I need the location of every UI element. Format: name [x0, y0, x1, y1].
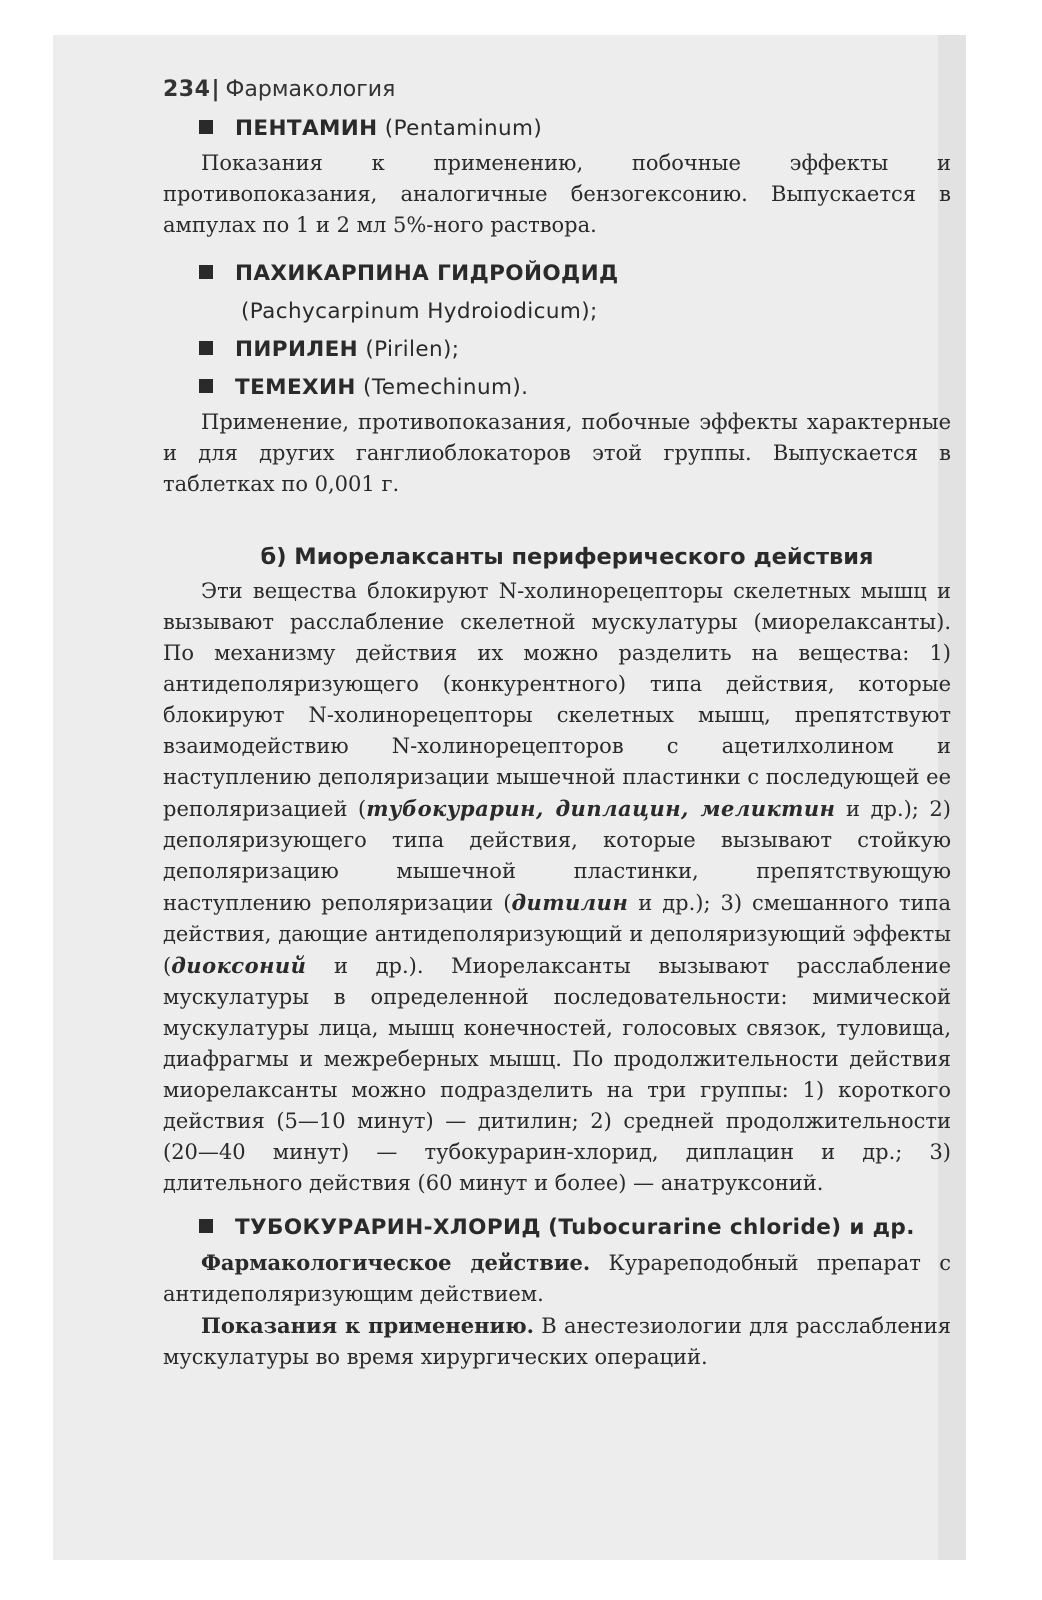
drug-name: ТЕМЕХИН — [235, 375, 356, 400]
square-bullet-icon — [199, 341, 213, 355]
section-text-1: Эти вещества блокируют N-холинорецепторы скелетных мышц и вызывают расслабление скелетной мускулатуры (миорелаксанты). По механизму действия их можно разделить на вещества: 1) антидеполяризующего (конкурентного) типа действия, которые блокируют N-холинорецепторы скелетных мышц, препятствуют взаимодействию N-холинорецепторов с ацетилхолином и наступлению деполяризации мышечной пластинки с последующей ее реполяризацией ( — [163, 579, 952, 821]
drug-examples-1: тубокурарин, диплацин, меликтин — [366, 796, 836, 821]
drug-heading-pachycarpine — [163, 255, 951, 331]
book-page — [163, 70, 951, 1373]
square-bullet-icon — [199, 120, 213, 134]
section-text-3: и др.); 3) смешанного типа действия, дающие антидеполяризующий и деполяризующий эффекты ( — [163, 891, 951, 978]
square-bullet-icon — [199, 265, 213, 279]
square-bullet-icon — [199, 1219, 213, 1233]
drug-heading-temechin — [163, 369, 951, 407]
drug-latin-name: (Tubocurarine chloride) и др. — [548, 1215, 915, 1240]
drug-name: ПЕНТАМИН — [235, 116, 378, 141]
pharmacological-action — [163, 1247, 951, 1310]
section-paragraph — [163, 576, 951, 1199]
square-bullet-icon — [199, 379, 213, 393]
book-title: Фармакология — [225, 77, 396, 102]
indications-label: Показания к применению. — [201, 1313, 534, 1338]
section-text-2: и др.); 2) деполяризующего типа действия, которые вызывают стойкую деполяризацию мышечной пластинки, препятствующую наступлению реполяризации ( — [163, 797, 951, 915]
drug-name: ТУБОКУРАРИН-ХЛОРИД — [235, 1215, 541, 1240]
drug-latin-name: (Temechinum). — [363, 375, 529, 400]
pentamin-description: Показания к применению, побочные эффекты и противопоказания, аналогичные бензогексонию. Выпускается в ампулах по 1 и 2 мл 5%-ного раствора. — [163, 151, 951, 237]
drug-heading-pirilen — [163, 331, 951, 369]
drug-heading-pentamin — [163, 110, 951, 148]
group-description: Применение, противопоказания, побочные эффекты характерные и для других ганглиоблокаторов этой группы. Выпускается в таблетках по 0,001 г. — [163, 410, 951, 496]
pharmacological-action-text: Курареподобный препарат с антидеполяризующим действием. — [163, 1251, 951, 1306]
indications — [163, 1310, 951, 1373]
pharmacological-action-label: Фармакологическое действие. — [201, 1250, 591, 1275]
drug-latin-name: (Pentaminum) — [384, 116, 543, 141]
indications-text: В анестезиологии для расслабления мускулатуры во время хирургических операций. — [163, 1314, 951, 1369]
section-heading: б) Миорелаксанты периферического действия — [260, 544, 874, 570]
drug-latin-name: (Pirilen); — [365, 337, 460, 362]
running-header — [163, 70, 951, 110]
header-separator: | — [211, 77, 220, 102]
drug-examples-2: дитилин — [511, 890, 629, 915]
drug-heading-tubocurarine — [163, 1209, 951, 1247]
drug-examples-3: диоксоний — [171, 953, 307, 978]
drug-latin-name: (Pachycarpinum Hydroiodicum); — [241, 299, 598, 324]
section-text-4: и др.). Миорелаксанты вызывают расслабление мускулатуры в определенной последовательности: мимической мускулатуры лица, мышц конечностей, голосовых связок, туловища, диафрагмы и межреберных мышц. По продолжительности действия миорелаксанты можно подразделить на три группы: 1) короткого действия (5—10 минут) — дитилин; 2) средней продолжительности (20—40 минут) — тубокурарин-хлорид, диплацин и др.; 3) длительного действия (60 минут и более) — анатруксоний. — [163, 954, 951, 1195]
drug-name: ПИРИЛЕН — [235, 337, 359, 362]
page-number: 234 — [163, 77, 211, 102]
drug-name: ПАХИКАРПИНА ГИДРОЙОДИД — [235, 261, 619, 286]
